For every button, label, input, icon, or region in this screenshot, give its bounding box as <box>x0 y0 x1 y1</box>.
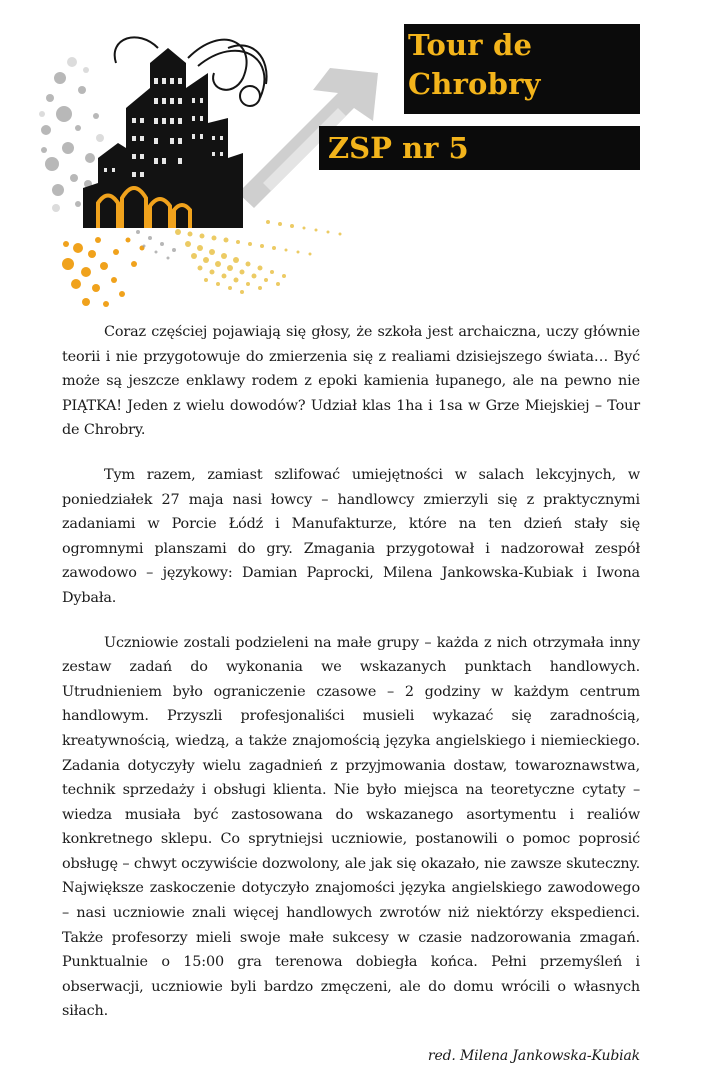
title-banner <box>404 24 640 114</box>
title-line-2: Chrobry <box>408 67 541 101</box>
article-paragraph-1: Coraz częściej pojawiają się głosy, że szkoła jest archaiczna, uczy głównie teorii i nie przygotowuje do zmierzenia się z realiami dzisiejszego świata… Być może są jeszcze enklawy rodem z epoki kamienia łupanego, ale na pewno nie PIĄTKA! Jeden z wielu dowodów? Udział klas 1ha i 1sa w Grze Miejskiej – Tour de Chrobry. <box>62 324 640 439</box>
school-banner <box>319 126 640 170</box>
article-author: red. Milena Jankowska-Kubiak <box>427 1048 640 1065</box>
article-paragraph-2: Tym razem, zamiast szlifować umiejętności w salach lekcyjnych, w poniedziałek 27 maja nasi łowcy – handlowcy zmierzyli się z praktycznymi zadaniami w Porcie Łódź i Manufakturze, które na ten dzień stały się ogromnymi planszami do gry. Zmagania przygotował i nadzorował zespół zawodowo – językowy: Damian Paprocki, Milena Jankowska-Kubiak i Iwona Dybała. <box>62 466 640 606</box>
gold-dot-grid <box>175 220 342 294</box>
orange-dot-wave <box>62 237 145 307</box>
article-paragraph-3: Uczniowie zostali podzieleni na małe grupy – każda z nich otrzymała inny zestaw zadań do wykonania we wskazanych punktach handlowych. Utrudnieniem było ograniczenie czasowe – 2 godziny w każdym centrum handlowym. Przyszli profesjonaliści musieli wykazać się zaradnością, kreatywnością, wiedzą, a także znajomością języka angielskiego i niemieckiego. Zadania dotyczyły wielu zagadnień z przyjmowania dostaw, towaroznawstwa, technik sprzedaży i obsługi klienta. Nie było miejsca na teoretyczne cytaty – wiedza musiała być zastosowana do wskazanego asortymentu i realiów konkretnego sklepu. Co sprytniejsi uczniowie, postanowili o pomoc poprosić obsługę – chwyt oczywiście dozwolony, ale jak się okazało, nie zawsze skuteczny. Największe zaskoczenie dotyczyło znajomości języka angielskiego zawodowego – nasi uczniowie znali więcej handlowych zwrotów niż niektórzy ekspedienci. Także profesorzy mieli swoje małe sukcesy w czasie nadzorowania zmagań. Punktualnie o 15:00 gra terenowa dobiegła końca. Pełni przemyśleń i obserwacji, uczniowie byli bardzo zmęczeni, ale do domu wrócili o własnych siłach. <box>62 634 640 1020</box>
school-name: ZSP nr 5 <box>328 131 469 165</box>
article-body <box>62 320 640 1089</box>
title-line-1: Tour de <box>408 28 533 62</box>
